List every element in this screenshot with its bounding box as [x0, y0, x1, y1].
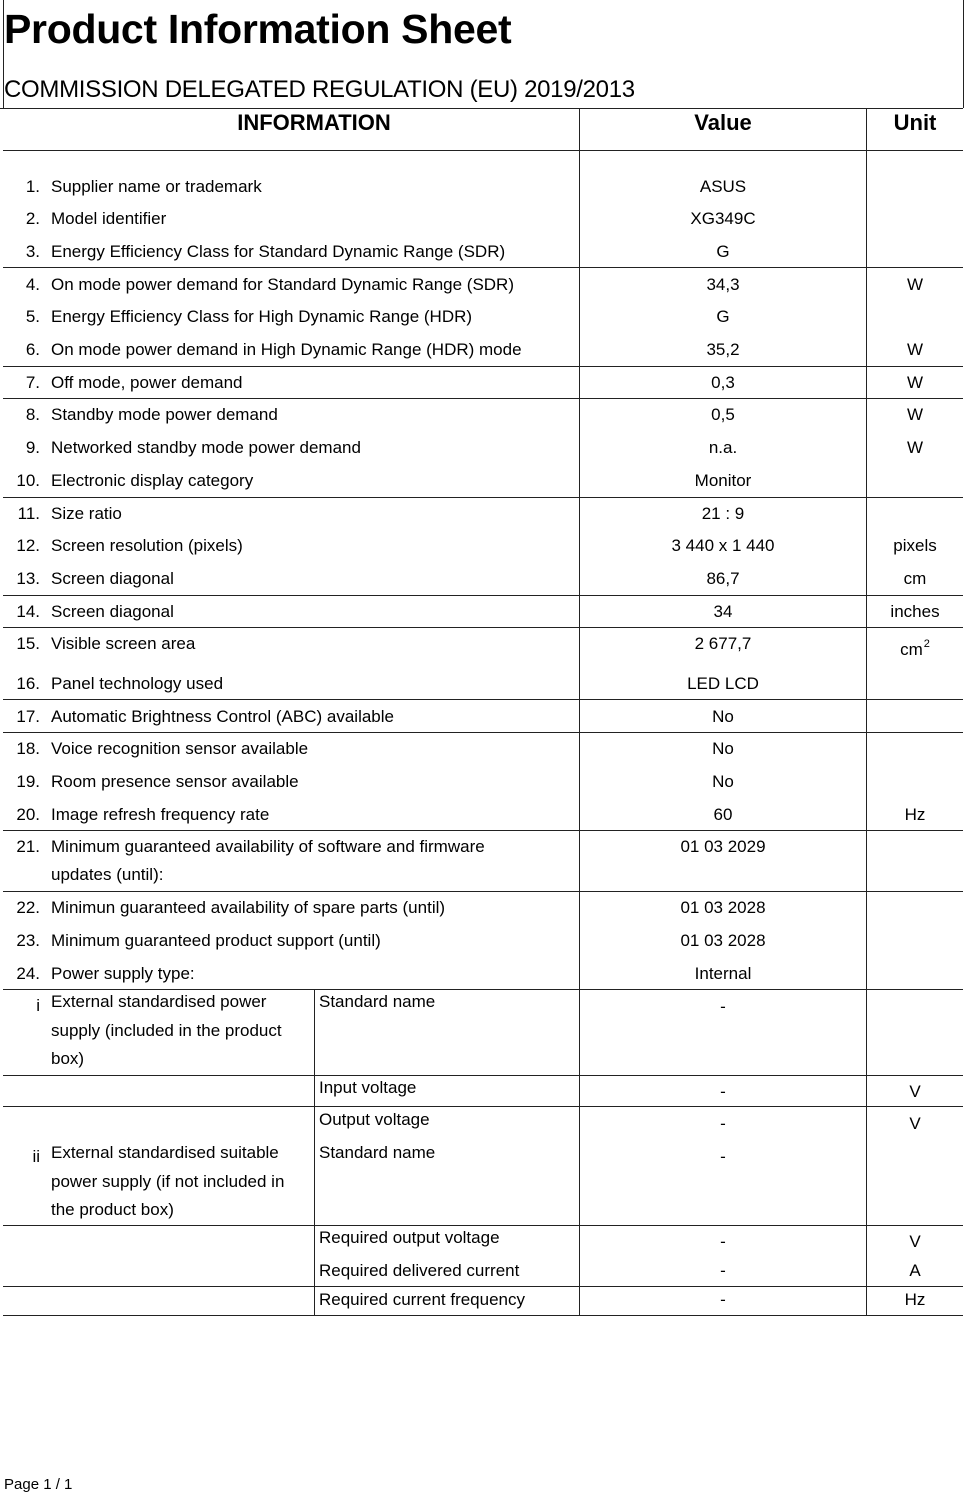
power-supply-description: External standardised suitable — [51, 1143, 279, 1162]
item-number: 19. — [16, 772, 40, 791]
item-unit — [907, 438, 923, 458]
subrow-unit: V — [909, 1082, 921, 1101]
item-label: Power supply type: — [51, 964, 195, 983]
item-number: 2. — [25, 209, 40, 228]
unit-text: W — [906, 373, 924, 392]
item-unit — [905, 805, 926, 825]
item-label: Size ratio — [51, 504, 122, 523]
power-supply-description: supply (included in the product — [51, 1020, 282, 1040]
item-label: Energy Efficiency Class for High Dynamic Range (HDR) — [51, 307, 473, 326]
item-value: ASUS — [699, 177, 747, 196]
column-divider — [314, 989, 315, 1315]
row-divider — [3, 366, 963, 367]
item-number: 10. — [16, 471, 40, 490]
item-label: Screen diagonal — [51, 602, 174, 621]
subrow-label: Required current frequency — [319, 1290, 526, 1309]
item-value: LED LCD — [687, 674, 759, 693]
item-number: 12. — [16, 536, 40, 555]
item-label: Standby mode power demand — [51, 405, 278, 424]
column-divider — [579, 108, 580, 1315]
item-number: 11. — [17, 504, 40, 523]
item-unit — [900, 640, 930, 662]
item-label: Electronic display category — [51, 471, 254, 490]
row-divider — [0, 108, 963, 109]
item-label: Supplier name or trademark — [51, 177, 262, 196]
item-label: Automatic Brightness Control (ABC) available — [51, 707, 394, 726]
subrow-unit: Hz — [904, 1290, 926, 1309]
column-divider — [3, 0, 4, 108]
power-supply-description: power supply (if not included in — [51, 1171, 285, 1191]
item-value: 3 440 x 1 440 — [671, 536, 775, 555]
item-value: 34 — [713, 602, 733, 621]
row-divider — [3, 732, 963, 733]
unit-text: cm — [900, 640, 923, 659]
subrow-value: - — [720, 1082, 726, 1101]
item-value: 86,7 — [706, 569, 740, 588]
item-number: 13. — [16, 569, 40, 588]
item-unit — [907, 340, 923, 360]
item-value: 35,2 — [706, 340, 740, 359]
item-label: Image refresh frequency rate — [51, 805, 270, 824]
row-divider — [3, 595, 963, 596]
item-label: On mode power demand for Standard Dynamic Range (SDR) — [51, 275, 514, 294]
row-divider — [3, 1225, 963, 1226]
item-label: On mode power demand in High Dynamic Range (HDR) mode — [51, 340, 522, 359]
unit-superscript: 2 — [923, 638, 930, 650]
item-number: 3. — [25, 242, 40, 261]
item-label: Minimum guaranteed product support (until) — [51, 931, 381, 950]
row-divider — [3, 398, 963, 399]
subrow-value: - — [720, 1290, 726, 1309]
item-number: 15. — [16, 634, 40, 653]
item-label: Energy Efficiency Class for Standard Dynamic Range (SDR) — [51, 242, 506, 261]
item-label: Networked standby mode power demand — [51, 438, 361, 457]
subrow-label: Required delivered current — [319, 1261, 520, 1280]
unit-text: pixels — [893, 536, 937, 555]
header-information: INFORMATION — [237, 110, 391, 135]
subrow-value: - — [720, 1147, 726, 1166]
power-supply-index: ii — [32, 1147, 40, 1166]
row-divider — [3, 267, 963, 268]
item-value: 2 677,7 — [694, 634, 752, 653]
item-number: 5. — [25, 307, 40, 326]
item-value: No — [712, 772, 734, 791]
subrow-unit: V — [909, 1114, 921, 1133]
subrow-unit: A — [909, 1261, 921, 1280]
item-value: 34,3 — [706, 275, 740, 294]
row-divider — [3, 1075, 963, 1076]
subrow-label: Required output voltage — [319, 1228, 500, 1247]
unit-text: W — [906, 438, 924, 457]
item-number: 21. — [16, 837, 40, 856]
header-value: Value — [694, 110, 752, 135]
item-number: 1. — [25, 177, 40, 196]
item-number: 22. — [16, 898, 40, 917]
subrow-label: Output voltage — [319, 1110, 430, 1129]
item-label: Voice recognition sensor available — [51, 739, 309, 758]
header-unit: Unit — [893, 110, 937, 135]
row-divider — [3, 1106, 963, 1107]
item-label: Screen resolution (pixels) — [51, 536, 243, 555]
item-value: n.a. — [708, 438, 738, 457]
unit-text: inches — [890, 602, 940, 621]
item-label: Off mode, power demand — [51, 373, 243, 392]
subrow-unit: V — [909, 1232, 921, 1251]
item-number: 24. — [16, 964, 40, 983]
row-divider — [3, 497, 963, 498]
item-label: Room presence sensor available — [51, 772, 299, 791]
page-number: Page 1 / 1 — [4, 1476, 73, 1493]
item-label: Visible screen area — [51, 634, 196, 653]
row-divider — [3, 150, 963, 151]
subrow-label: Input voltage — [319, 1078, 417, 1097]
item-value: G — [716, 242, 730, 261]
subrow-value: - — [720, 1114, 726, 1133]
item-unit — [907, 275, 923, 295]
item-label: Minimun guaranteed availability of spare parts (until) — [51, 898, 446, 917]
item-value: 01 03 2028 — [680, 898, 766, 917]
item-number: 18. — [16, 739, 40, 758]
subrow-label: Standard name — [319, 992, 436, 1011]
row-divider — [3, 1315, 963, 1316]
item-value: 0,5 — [711, 405, 735, 424]
item-number: 14. — [16, 602, 40, 621]
item-unit — [907, 373, 923, 393]
item-value: G — [716, 307, 730, 326]
power-supply-description: the product box) — [51, 1200, 174, 1219]
item-value: 01 03 2028 — [680, 931, 766, 950]
item-number: 23. — [16, 931, 40, 950]
row-divider — [3, 1286, 963, 1287]
item-unit — [893, 536, 936, 556]
row-divider — [3, 891, 963, 892]
item-label: Screen diagonal — [51, 569, 174, 588]
power-supply-description: box) — [51, 1049, 85, 1068]
item-number: 17. — [16, 707, 40, 726]
unit-text: W — [906, 340, 924, 359]
item-unit — [904, 569, 927, 589]
subrow-label: Standard name — [319, 1143, 436, 1162]
row-divider — [3, 627, 963, 628]
item-value: XG349C — [690, 209, 756, 228]
column-divider — [866, 108, 867, 1315]
subrow-value: - — [720, 997, 726, 1016]
item-label: Panel technology used — [51, 674, 224, 693]
page-title: Product Information Sheet — [4, 6, 512, 52]
item-unit — [890, 602, 939, 622]
item-value: 21 : 9 — [701, 504, 745, 523]
subrow-value: - — [720, 1261, 726, 1280]
row-divider — [3, 830, 963, 831]
item-value: 0,3 — [711, 373, 735, 392]
item-value: No — [712, 707, 734, 726]
item-number: 8. — [25, 405, 40, 424]
item-value: Internal — [694, 964, 752, 983]
item-unit — [907, 405, 923, 425]
regulation-subtitle: COMMISSION DELEGATED REGULATION (EU) 2019/2013 — [4, 76, 635, 103]
power-supply-index: i — [36, 996, 40, 1015]
unit-text: W — [906, 405, 924, 424]
item-number: 9. — [25, 438, 40, 457]
item-number: 4. — [25, 275, 40, 294]
item-value: 01 03 2029 — [680, 837, 766, 856]
item-value: No — [712, 739, 734, 758]
unit-text: cm — [903, 569, 927, 588]
column-divider — [963, 0, 964, 108]
item-value: Monitor — [694, 471, 752, 490]
item-label-continued: updates (until): — [51, 865, 164, 884]
item-value: 60 — [713, 805, 733, 824]
unit-text: Hz — [904, 805, 926, 824]
item-label: Model identifier — [51, 209, 167, 228]
item-number: 20. — [16, 805, 40, 824]
item-number: 16. — [16, 674, 40, 693]
power-supply-description: External standardised power — [51, 992, 267, 1011]
item-number: 7. — [25, 373, 40, 392]
row-divider — [3, 989, 963, 990]
unit-text: W — [906, 275, 924, 294]
row-divider — [3, 699, 963, 700]
subrow-value: - — [720, 1232, 726, 1251]
item-label: Minimum guaranteed availability of software and firmware — [51, 837, 485, 856]
item-number: 6. — [25, 340, 40, 359]
